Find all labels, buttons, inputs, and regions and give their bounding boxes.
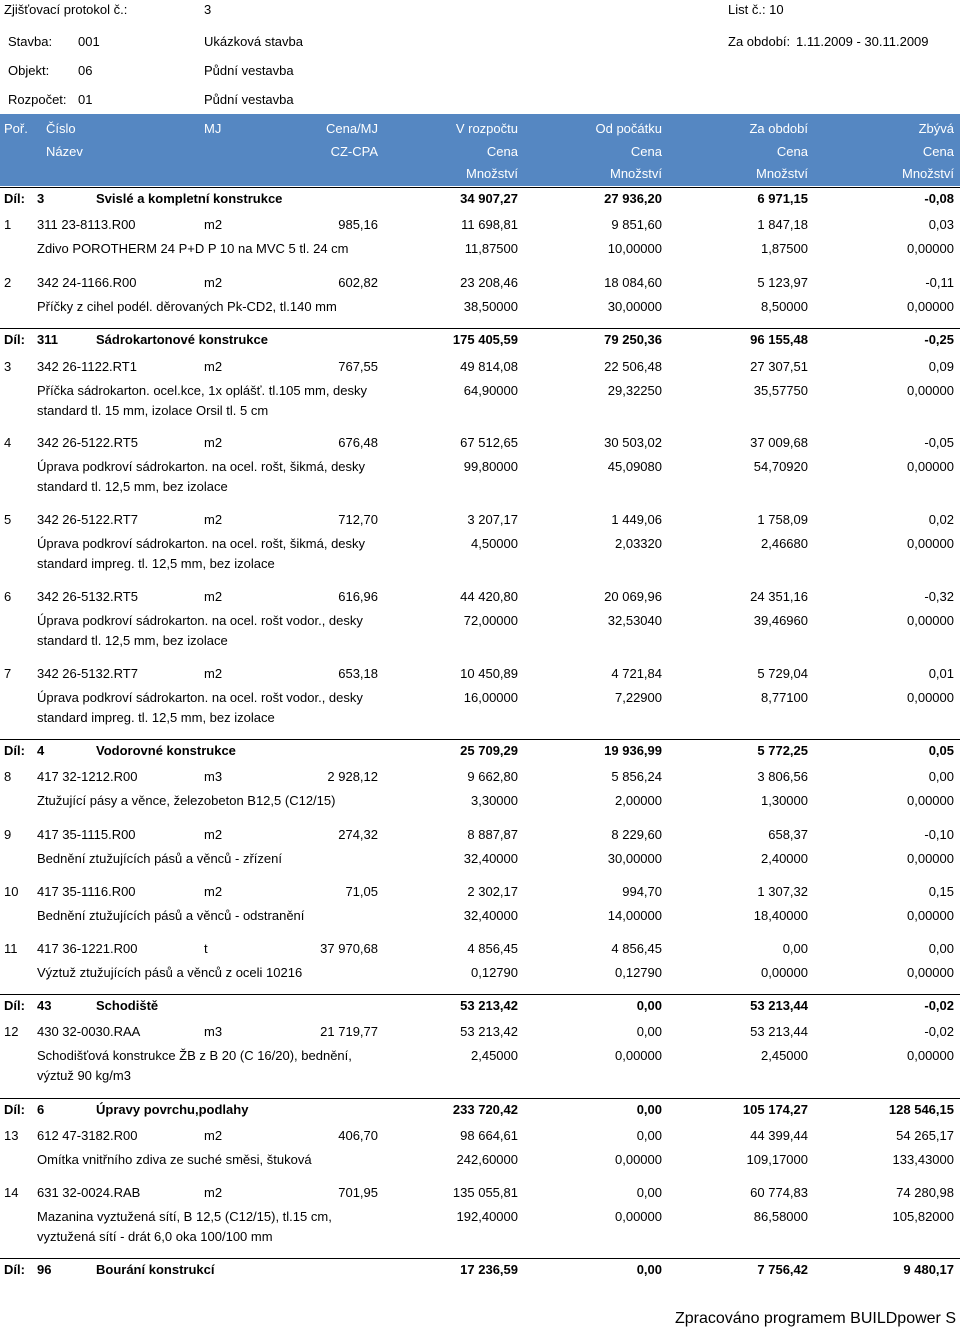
section-code: 6 xyxy=(37,1102,45,1117)
item-od-pocatku: 9 851,60 xyxy=(611,217,662,232)
item-za-obdobi: 37 009,68 xyxy=(750,435,808,450)
item-unit-price: 406,70 xyxy=(338,1128,378,1143)
item-code: 417 32-1212.R00 xyxy=(37,769,138,784)
col-nazev: Název xyxy=(46,144,83,159)
item-description: Bednění ztužujících pásů a věnců - odstranění xyxy=(37,908,305,923)
item-zbyva: 0,03 xyxy=(928,217,954,232)
item-od-pocatku: 18 084,60 xyxy=(604,275,662,290)
item-zbyva-qty: 0,00000 xyxy=(907,1048,954,1063)
item-zbyva-qty: 0,00000 xyxy=(907,851,954,866)
item-v-rozpoctu: 23 208,46 xyxy=(460,275,518,290)
item-v-rozpoctu: 44 420,80 xyxy=(460,589,518,604)
item-unit: m2 xyxy=(204,217,223,232)
item-zbyva: 74 280,98 xyxy=(896,1185,954,1200)
objekt-label: Objekt: xyxy=(8,63,50,78)
col-zbyva-mnozstvi: Množství xyxy=(901,166,954,181)
item-od-pocatku-qty: 7,22900 xyxy=(615,690,662,705)
objekt-code: 06 xyxy=(78,63,93,78)
item-v-rozpoctu: 10 450,89 xyxy=(460,666,518,681)
section-label: Díl: xyxy=(4,998,25,1013)
item-zbyva: -0,05 xyxy=(924,435,954,450)
section-code: 96 xyxy=(37,1262,52,1277)
item-zbyva: 54 265,17 xyxy=(896,1128,954,1143)
section-zbyva: -0,02 xyxy=(924,998,954,1013)
item-code: 342 26-5132.RT5 xyxy=(37,589,138,604)
section-za-obdobi: 5 772,25 xyxy=(757,743,808,758)
item-zbyva: -0,32 xyxy=(924,589,954,604)
item-description-cont: standard tl. 12,5 mm, bez izolace xyxy=(37,633,228,648)
item-za-obdobi-qty: 2,45000 xyxy=(761,1048,808,1063)
item-number: 3 xyxy=(4,359,12,374)
item-unit-price: 602,82 xyxy=(338,275,378,290)
item-zbyva: 0,15 xyxy=(928,884,954,899)
section-v-rozpoctu: 175 405,59 xyxy=(452,332,518,347)
item-v-rozpoctu: 67 512,65 xyxy=(460,435,518,450)
section-code: 3 xyxy=(37,191,45,206)
item-number: 12 xyxy=(4,1024,19,1039)
section-divider xyxy=(0,994,960,995)
item-unit: m2 xyxy=(204,359,223,374)
item-description: Úprava podkroví sádrokarton. na ocel. rošt, šikmá, desky xyxy=(37,459,366,474)
item-code: 612 47-3182.R00 xyxy=(37,1128,138,1143)
item-unit-price: 985,16 xyxy=(338,217,378,232)
item-unit: m3 xyxy=(204,769,223,784)
item-v-rozpoctu-qty: 38,50000 xyxy=(463,299,518,314)
item-unit: t xyxy=(204,941,208,956)
item-description: Mazanina vyztužená sítí, B 12,5 (C12/15), tl.15 cm, xyxy=(37,1209,332,1224)
item-za-obdobi-qty: 1,87500 xyxy=(761,241,808,256)
item-zbyva-qty: 133,43000 xyxy=(892,1152,954,1167)
col-od-pocatku-mnozstvi: Množství xyxy=(609,166,662,181)
item-unit-price: 21 719,77 xyxy=(320,1024,378,1039)
item-v-rozpoctu-qty: 4,50000 xyxy=(471,536,518,551)
item-od-pocatku: 0,00 xyxy=(636,1128,662,1143)
item-od-pocatku-qty: 2,03320 xyxy=(615,536,662,551)
section-code: 4 xyxy=(37,743,45,758)
item-od-pocatku: 30 503,02 xyxy=(604,435,662,450)
item-description: Úprava podkroví sádrokarton. na ocel. rošt vodor., desky xyxy=(37,690,363,705)
item-za-obdobi: 3 806,56 xyxy=(757,769,808,784)
item-unit-price: 676,48 xyxy=(338,435,378,450)
item-unit: m2 xyxy=(204,884,223,899)
protocol-label: Zjišťovací protokol č.: xyxy=(4,2,128,17)
section-label: Díl: xyxy=(4,191,25,206)
item-description: Bednění ztužujících pásů a věnců - zřízení xyxy=(37,851,282,866)
item-od-pocatku: 8 229,60 xyxy=(611,827,662,842)
item-v-rozpoctu-qty: 2,45000 xyxy=(471,1048,518,1063)
item-description-cont: standard tl. 15 mm, izolace Orsil tl. 5 cm xyxy=(37,403,269,418)
item-v-rozpoctu-qty: 242,60000 xyxy=(456,1152,518,1167)
item-number: 9 xyxy=(4,827,12,842)
item-za-obdobi: 44 399,44 xyxy=(750,1128,808,1143)
item-unit-price: 712,70 xyxy=(338,512,378,527)
section-divider xyxy=(0,739,960,740)
stavba-label: Stavba: xyxy=(8,34,53,49)
col-mj: MJ xyxy=(204,121,222,136)
section-zbyva: 128 546,15 xyxy=(888,1102,954,1117)
item-za-obdobi: 5 729,04 xyxy=(757,666,808,681)
item-description-cont: standard tl. 12,5 mm, bez izolace xyxy=(37,479,228,494)
item-zbyva: 0,01 xyxy=(928,666,954,681)
col-zbyva-cena: Cena xyxy=(922,144,954,159)
item-v-rozpoctu-qty: 99,80000 xyxy=(463,459,518,474)
item-za-obdobi-qty: 0,00000 xyxy=(761,965,808,980)
item-number: 5 xyxy=(4,512,12,527)
item-unit-price: 71,05 xyxy=(345,884,378,899)
item-zbyva-qty: 0,00000 xyxy=(907,459,954,474)
item-od-pocatku: 4 856,45 xyxy=(611,941,662,956)
item-za-obdobi-qty: 35,57750 xyxy=(753,383,808,398)
stavba-code: 001 xyxy=(78,34,100,49)
item-v-rozpoctu-qty: 16,00000 xyxy=(463,690,518,705)
col-za-obdobi-mnozstvi: Množství xyxy=(755,166,808,181)
item-v-rozpoctu: 8 887,87 xyxy=(467,827,518,842)
item-za-obdobi-qty: 109,17000 xyxy=(746,1152,808,1167)
item-zbyva-qty: 0,00000 xyxy=(907,965,954,980)
item-za-obdobi-qty: 18,40000 xyxy=(753,908,808,923)
section-od-pocatku: 27 936,20 xyxy=(604,191,662,206)
item-description: Výztuž ztužujících pásů a věnců z oceli 10216 xyxy=(37,965,303,980)
objekt-name: Půdní vestavba xyxy=(204,63,294,78)
item-number: 2 xyxy=(4,275,12,290)
item-number: 6 xyxy=(4,589,12,604)
item-zbyva-qty: 0,00000 xyxy=(907,690,954,705)
section-od-pocatku: 0,00 xyxy=(636,1102,662,1117)
section-label: Díl: xyxy=(4,1102,25,1117)
item-unit-price: 274,32 xyxy=(338,827,378,842)
item-number: 7 xyxy=(4,666,12,681)
section-label: Díl: xyxy=(4,743,25,758)
item-od-pocatku-qty: 0,00000 xyxy=(615,1209,662,1224)
item-zbyva-qty: 0,00000 xyxy=(907,793,954,808)
section-za-obdobi: 53 213,44 xyxy=(750,998,808,1013)
item-od-pocatku-qty: 10,00000 xyxy=(607,241,662,256)
footer-note: Zpracováno programem BUILDpower S xyxy=(674,1310,956,1327)
section-v-rozpoctu: 233 720,42 xyxy=(452,1102,518,1117)
item-description: Úprava podkroví sádrokarton. na ocel. rošt, šikmá, desky xyxy=(37,536,366,551)
item-v-rozpoctu-qty: 64,90000 xyxy=(463,383,518,398)
item-od-pocatku: 0,00 xyxy=(636,1024,662,1039)
item-unit-price: 701,95 xyxy=(338,1185,378,1200)
item-unit-price: 616,96 xyxy=(338,589,378,604)
item-v-rozpoctu-qty: 32,40000 xyxy=(463,908,518,923)
col-zbyva: Zbývá xyxy=(918,121,954,136)
item-zbyva-qty: 0,00000 xyxy=(907,241,954,256)
item-v-rozpoctu-qty: 3,30000 xyxy=(471,793,518,808)
section-od-pocatku: 0,00 xyxy=(636,998,662,1013)
rozpocet-code: 01 xyxy=(78,92,93,107)
item-unit: m2 xyxy=(204,1128,223,1143)
item-v-rozpoctu: 3 207,17 xyxy=(467,512,518,527)
item-zbyva: 0,02 xyxy=(928,512,954,527)
item-za-obdobi: 1 847,18 xyxy=(757,217,808,232)
item-unit: m2 xyxy=(204,666,223,681)
section-divider xyxy=(0,1098,960,1099)
section-zbyva: -0,25 xyxy=(924,332,954,347)
item-za-obdobi: 53 213,44 xyxy=(750,1024,808,1039)
period-value: 1.11.2009 - 30.11.2009 xyxy=(796,34,929,49)
item-unit: m2 xyxy=(204,589,223,604)
item-od-pocatku: 994,70 xyxy=(622,884,662,899)
period-label: Za období: xyxy=(728,34,791,49)
col-cislo: Číslo xyxy=(46,121,76,136)
item-zbyva-qty: 0,00000 xyxy=(907,299,954,314)
section-za-obdobi: 96 155,48 xyxy=(750,332,808,347)
item-v-rozpoctu-qty: 72,00000 xyxy=(463,613,518,628)
section-od-pocatku: 0,00 xyxy=(636,1262,662,1277)
section-divider xyxy=(0,328,960,329)
section-od-pocatku: 79 250,36 xyxy=(604,332,662,347)
stavba-name: Ukázková stavba xyxy=(204,34,303,49)
item-od-pocatku-qty: 32,53040 xyxy=(607,613,662,628)
item-v-rozpoctu: 49 814,08 xyxy=(460,359,518,374)
item-od-pocatku: 1 449,06 xyxy=(611,512,662,527)
item-od-pocatku-qty: 0,00000 xyxy=(615,1152,662,1167)
item-description: Příčky z cihel podél. děrovaných Pk-CD2, tl.140 mm xyxy=(37,299,337,314)
item-code: 417 35-1115.R00 xyxy=(37,827,136,842)
item-number: 13 xyxy=(4,1128,19,1143)
item-od-pocatku-qty: 14,00000 xyxy=(607,908,662,923)
col-v-rozpoctu-mnozstvi: Množství xyxy=(465,166,518,181)
item-zbyva-qty: 0,00000 xyxy=(907,908,954,923)
item-za-obdobi: 1 758,09 xyxy=(757,512,808,527)
item-zbyva: 0,00 xyxy=(928,769,954,784)
item-number: 10 xyxy=(4,884,19,899)
item-description: Úprava podkroví sádrokarton. na ocel. rošt vodor., desky xyxy=(37,613,363,628)
item-v-rozpoctu-qty: 0,12790 xyxy=(471,965,518,980)
item-zbyva-qty: 0,00000 xyxy=(907,383,954,398)
item-od-pocatku: 0,00 xyxy=(636,1185,662,1200)
item-code: 342 26-1122.RT1 xyxy=(37,359,137,374)
item-code: 417 36-1221.R00 xyxy=(37,941,138,956)
item-description: Omítka vnitřního zdiva ze suché směsi, štuková xyxy=(37,1152,312,1167)
section-divider xyxy=(0,187,960,188)
item-za-obdobi: 658,37 xyxy=(768,827,808,842)
section-name: Sádrokartonové konstrukce xyxy=(96,332,268,347)
item-v-rozpoctu-qty: 32,40000 xyxy=(463,851,518,866)
item-za-obdobi: 0,00 xyxy=(782,941,808,956)
item-unit: m2 xyxy=(204,827,223,842)
item-za-obdobi-qty: 1,30000 xyxy=(761,793,808,808)
item-zbyva: -0,10 xyxy=(924,827,954,842)
item-code: 342 26-5122.RT7 xyxy=(37,512,138,527)
item-zbyva: 0,09 xyxy=(928,359,954,374)
item-number: 1 xyxy=(4,217,12,232)
table-header xyxy=(0,114,960,186)
item-v-rozpoctu: 135 055,81 xyxy=(452,1185,518,1200)
section-za-obdobi: 7 756,42 xyxy=(757,1262,808,1277)
section-od-pocatku: 19 936,99 xyxy=(604,743,662,758)
item-unit-price: 37 970,68 xyxy=(320,941,378,956)
item-za-obdobi-qty: 39,46960 xyxy=(753,613,808,628)
item-code: 311 23-8113.R00 xyxy=(37,217,136,232)
item-description-cont: vyztužená sítí - drát 6,0 oka 100/100 mm xyxy=(37,1229,273,1244)
col-v-rozpoctu: V rozpočtu xyxy=(455,121,518,136)
item-v-rozpoctu: 4 856,45 xyxy=(467,941,518,956)
item-od-pocatku: 20 069,96 xyxy=(604,589,662,604)
section-zbyva: 9 480,17 xyxy=(903,1262,954,1277)
item-code: 430 32-0030.RAA xyxy=(37,1024,141,1039)
col-cena-mj: Cena/MJ xyxy=(325,121,378,136)
item-number: 8 xyxy=(4,769,12,784)
item-od-pocatku: 22 506,48 xyxy=(604,359,662,374)
item-v-rozpoctu: 9 662,80 xyxy=(467,769,518,784)
rozpocet-name: Půdní vestavba xyxy=(204,92,294,107)
item-od-pocatku-qty: 30,00000 xyxy=(607,851,662,866)
col-por: Poř. xyxy=(4,121,28,136)
item-za-obdobi: 24 351,16 xyxy=(750,589,808,604)
col-v-rozpoctu-cena: Cena xyxy=(486,144,518,159)
item-code: 342 26-5132.RT7 xyxy=(37,666,138,681)
item-od-pocatku-qty: 45,09080 xyxy=(607,459,662,474)
col-od-pocatku-cena: Cena xyxy=(630,144,662,159)
section-label: Díl: xyxy=(4,1262,25,1277)
item-za-obdobi-qty: 2,40000 xyxy=(761,851,808,866)
section-zbyva: -0,08 xyxy=(924,191,954,206)
item-v-rozpoctu: 11 698,81 xyxy=(461,217,518,232)
item-za-obdobi: 27 307,51 xyxy=(750,359,808,374)
item-v-rozpoctu: 98 664,61 xyxy=(460,1128,518,1143)
col-od-pocatku: Od počátku xyxy=(595,121,662,136)
item-zbyva: -0,02 xyxy=(924,1024,954,1039)
section-name: Schodiště xyxy=(96,998,159,1013)
item-zbyva: -0,11 xyxy=(925,275,954,290)
item-od-pocatku-qty: 0,12790 xyxy=(615,965,662,980)
item-za-obdobi: 1 307,32 xyxy=(757,884,808,899)
item-za-obdobi-qty: 86,58000 xyxy=(753,1209,808,1224)
item-za-obdobi: 5 123,97 xyxy=(757,275,808,290)
item-code: 631 32-0024.RAB xyxy=(37,1185,141,1200)
section-v-rozpoctu: 17 236,59 xyxy=(460,1262,518,1277)
item-description-cont: standard impreg. tl. 12,5 mm, bez izolace xyxy=(37,710,275,725)
item-od-pocatku-qty: 0,00000 xyxy=(615,1048,662,1063)
item-v-rozpoctu: 53 213,42 xyxy=(460,1024,518,1039)
item-zbyva-qty: 0,00000 xyxy=(907,613,954,628)
item-od-pocatku: 4 721,84 xyxy=(611,666,662,681)
section-label: Díl: xyxy=(4,332,25,347)
section-za-obdobi: 6 971,15 xyxy=(757,191,808,206)
item-za-obdobi-qty: 2,46680 xyxy=(761,536,808,551)
protocol-number: 3 xyxy=(204,2,212,17)
section-v-rozpoctu: 34 907,27 xyxy=(460,191,518,206)
item-description-cont: standard impreg. tl. 12,5 mm, bez izolace xyxy=(37,556,275,571)
item-description: Příčka sádrokarton. ocel.kce, 1x oplášť. tl.105 mm, desky xyxy=(37,383,368,398)
item-v-rozpoctu-qty: 11,87500 xyxy=(464,241,518,256)
item-description-cont: výztuž 90 kg/m3 xyxy=(37,1068,131,1083)
item-unit: m2 xyxy=(204,435,223,450)
section-v-rozpoctu: 53 213,42 xyxy=(460,998,518,1013)
col-za-obdobi: Za období xyxy=(749,121,808,136)
section-code: 43 xyxy=(37,998,52,1013)
section-zbyva: 0,05 xyxy=(928,743,954,758)
item-za-obdobi-qty: 54,70920 xyxy=(753,459,808,474)
item-unit-price: 767,55 xyxy=(338,359,378,374)
item-v-rozpoctu: 2 302,17 xyxy=(467,884,518,899)
col-cz-cpa: CZ-CPA xyxy=(330,144,378,159)
section-divider xyxy=(0,1258,960,1259)
sheet-number: List č.: 10 xyxy=(728,2,784,17)
item-za-obdobi-qty: 8,50000 xyxy=(761,299,808,314)
item-number: 4 xyxy=(4,435,12,450)
item-code: 342 24-1166.R00 xyxy=(37,275,137,290)
section-name: Vodorovné konstrukce xyxy=(96,743,236,758)
col-za-obdobi-cena: Cena xyxy=(776,144,808,159)
item-number: 11 xyxy=(4,941,18,956)
section-code: 311 xyxy=(37,332,58,347)
item-za-obdobi-qty: 8,77100 xyxy=(761,690,808,705)
item-code: 342 26-5122.RT5 xyxy=(37,435,138,450)
item-zbyva-qty: 105,82000 xyxy=(892,1209,954,1224)
item-za-obdobi: 60 774,83 xyxy=(750,1185,808,1200)
item-description: Ztužující pásy a věnce, železobeton B12,5 (C12/15) xyxy=(37,793,336,808)
section-name: Úpravy povrchu,podlahy xyxy=(96,1102,249,1117)
item-unit: m2 xyxy=(204,1185,223,1200)
item-od-pocatku-qty: 29,32250 xyxy=(607,383,662,398)
item-code: 417 35-1116.R00 xyxy=(37,884,136,899)
section-za-obdobi: 105 174,27 xyxy=(742,1102,808,1117)
item-od-pocatku-qty: 30,00000 xyxy=(607,299,662,314)
item-unit-price: 2 928,12 xyxy=(327,769,378,784)
item-unit-price: 653,18 xyxy=(338,666,378,681)
item-od-pocatku: 5 856,24 xyxy=(611,769,662,784)
item-description: Schodišťová konstrukce ŽB z B 20 (C 16/20), bednění, xyxy=(37,1048,352,1063)
section-name: Svislé a kompletní konstrukce xyxy=(96,191,283,206)
item-unit: m3 xyxy=(204,1024,223,1039)
item-unit: m2 xyxy=(204,512,223,527)
item-description: Zdivo POROTHERM 24 P+D P 10 na MVC 5 tl. 24 cm xyxy=(37,241,349,256)
item-unit: m2 xyxy=(204,275,223,290)
rozpocet-label: Rozpočet: xyxy=(8,92,67,107)
section-name: Bourání konstrukcí xyxy=(96,1262,215,1277)
item-od-pocatku-qty: 2,00000 xyxy=(615,793,662,808)
item-v-rozpoctu-qty: 192,40000 xyxy=(456,1209,518,1224)
item-number: 14 xyxy=(4,1185,19,1200)
item-zbyva: 0,00 xyxy=(928,941,954,956)
item-zbyva-qty: 0,00000 xyxy=(907,536,954,551)
section-v-rozpoctu: 25 709,29 xyxy=(460,743,518,758)
